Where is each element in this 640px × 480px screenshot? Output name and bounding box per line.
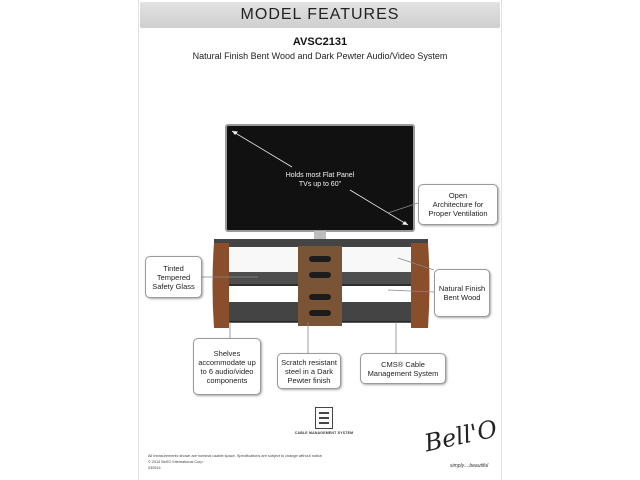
- cms-logo-icon: [315, 407, 333, 429]
- tv-size-caption: Holds most Flat Panel TVs up to 60": [285, 172, 355, 188]
- callout-bent-wood: Natural Finish Bent Wood: [434, 269, 490, 317]
- page-title: MODEL FEATURES: [240, 6, 400, 23]
- footer-disclaimer: All measurements shown are nominal usable space. Specifications are subject to change without notice.: [148, 454, 323, 458]
- footer-copyright: © 2014 Bell'O International Corp.: [148, 460, 204, 464]
- callout-pewter-steel: Scratch resistant steel in a Dark Pewter finish: [277, 353, 341, 389]
- right-wood-panel: [411, 243, 430, 328]
- cms-logo-label: CABLE MANAGEMENT SYSTEM: [294, 431, 354, 435]
- callout-shelves: Shelves accommodate up to 6 audio/video components: [193, 338, 261, 395]
- brand-logo: Bell'O: [421, 414, 500, 458]
- callout-tempered-glass: Tinted Tempered Safety Glass: [145, 256, 202, 298]
- footer-code: 030514: [148, 466, 161, 470]
- brand-tagline: simply....beautiful: [450, 463, 489, 469]
- top-shelf-glass: [214, 239, 428, 247]
- footer-notes: [148, 453, 418, 471]
- callout-cms: CMS® Cable Management System: [360, 353, 446, 384]
- product-description: Natural Finish Bent Wood and Dark Pewter Audio/Video System: [192, 51, 448, 61]
- model-number: AVSC2131: [292, 36, 348, 48]
- tv-stand-neck: [314, 231, 326, 240]
- callout-ventilation: Open Architecture for Proper Ventilation: [418, 184, 498, 225]
- left-wood-panel: [213, 243, 230, 328]
